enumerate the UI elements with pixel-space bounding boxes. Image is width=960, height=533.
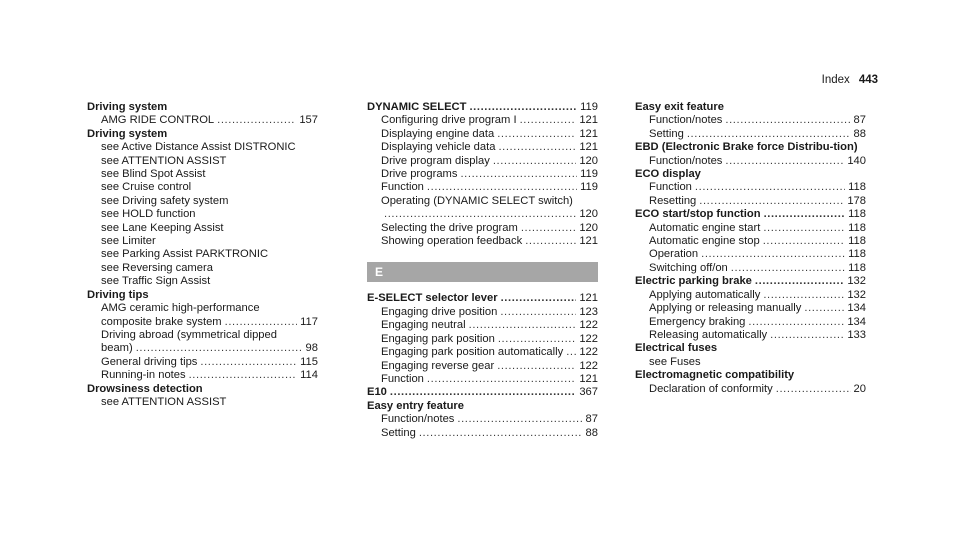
index-subentry[interactable]: Showing operation feedback ..... 121 xyxy=(367,235,598,248)
index-subentry[interactable]: Automatic engine start ..... 118 xyxy=(635,222,866,235)
index-heading[interactable]: EBD (Electronic Brake force Distribu-tion) xyxy=(635,141,858,154)
index-heading[interactable]: Driving system xyxy=(87,101,168,113)
index-subentry[interactable]: Selecting the drive program ..... 120 xyxy=(367,222,598,235)
index-heading[interactable]: DYNAMIC SELECT ..... 119 xyxy=(367,101,598,114)
index-subentry[interactable]: Applying automatically ..... 132 xyxy=(635,289,866,302)
index-heading[interactable]: Driving tips xyxy=(87,288,149,301)
index-subentry[interactable]: Setting ..... 88 xyxy=(635,128,866,141)
index-subentry[interactable]: see Fuses xyxy=(649,355,701,368)
index-subentry[interactable]: Function/notes ..... 87 xyxy=(635,114,866,127)
index-subentry[interactable]: Operating (DYNAMIC SELECT switch) xyxy=(381,194,573,207)
index-subentry[interactable]: Driving abroad (symmetrical dipped xyxy=(101,328,277,341)
index-subentry[interactable]: Function ..... 119 xyxy=(367,181,598,194)
index-heading[interactable]: E10 ..... 367 xyxy=(367,386,598,399)
index-subentry[interactable]: see Limiter xyxy=(101,235,156,248)
index-subentry[interactable]: Operation ..... 118 xyxy=(635,248,866,261)
index-subentry[interactable]: Engaging neutral ..... 122 xyxy=(367,319,598,332)
index-heading[interactable]: Electromagnetic compatibility xyxy=(635,369,795,382)
index-subentry[interactable]: Releasing automatically ..... 133 xyxy=(635,329,866,342)
index-subentry[interactable]: beam) ..... 98 xyxy=(87,342,318,355)
index-subentry[interactable]: see Parking Assist PARKTRONIC xyxy=(101,248,269,261)
index-subentry[interactable]: Emergency braking ..... 134 xyxy=(635,316,866,329)
index-heading[interactable]: Easy exit feature xyxy=(635,101,724,113)
index-heading[interactable]: Electric parking brake ..... 132 xyxy=(635,275,866,288)
index-label: Index xyxy=(821,74,850,86)
index-subentry[interactable]: Resetting ..... 178 xyxy=(635,195,866,208)
index-heading[interactable]: ECO display xyxy=(635,168,701,181)
index-subentry[interactable]: see Traffic Sign Assist xyxy=(101,275,211,288)
letter-section-header: E xyxy=(367,262,598,282)
index-subentry[interactable]: ..... 120 xyxy=(367,208,598,221)
index-subentry[interactable]: Running-in notes ..... 114 xyxy=(87,369,318,382)
index-heading[interactable]: Easy entry feature xyxy=(367,399,465,412)
index-subentry[interactable]: Engaging park position ..... 122 xyxy=(367,333,598,346)
index-subentry[interactable]: Switching off/on ..... 118 xyxy=(635,262,866,275)
index-heading[interactable]: ECO start/stop function ..... 118 xyxy=(635,208,866,221)
index-heading[interactable]: E-SELECT selector lever ..... 121 xyxy=(367,292,598,305)
index-subentry[interactable]: Engaging reverse gear ..... 122 xyxy=(367,360,598,373)
index-subentry[interactable]: Engaging drive position ..... 123 xyxy=(367,306,598,319)
index-heading[interactable]: Drowsiness detection xyxy=(87,382,203,395)
index-column-3 xyxy=(635,101,866,396)
index-subentry[interactable]: Function/notes ..... 140 xyxy=(635,155,866,168)
index-subentry[interactable]: see Cruise control xyxy=(101,181,192,194)
index-subentry[interactable]: Function ..... 118 xyxy=(635,181,866,194)
index-subentry[interactable]: see Driving safety system xyxy=(101,194,229,207)
index-subentry[interactable]: see Lane Keeping Assist xyxy=(101,221,224,234)
index-subentry[interactable]: Engaging park position automatically ..... 122 xyxy=(367,346,598,359)
index-subentry[interactable]: Automatic engine stop ..... 118 xyxy=(635,235,866,248)
index-subentry[interactable]: see ATTENTION ASSIST xyxy=(101,395,227,408)
index-subentry[interactable]: Setting ..... 88 xyxy=(367,427,598,440)
index-subentry[interactable]: see HOLD function xyxy=(101,208,196,221)
index-subentry[interactable]: see Active Distance Assist DISTRONIC xyxy=(101,141,296,154)
index-heading[interactable]: Electrical fuses xyxy=(635,342,718,355)
index-subentry[interactable]: AMG RIDE CONTROL ..... 157 xyxy=(87,114,318,127)
index-subentry[interactable]: Displaying vehicle data ..... 121 xyxy=(367,141,598,154)
index-subentry[interactable]: Function/notes ..... 87 xyxy=(367,413,598,426)
index-subentry[interactable]: Configuring drive program I ..... 121 xyxy=(367,114,598,127)
index-subentry[interactable]: Drive programs ..... 119 xyxy=(367,168,598,181)
index-subentry[interactable]: Displaying engine data ..... 121 xyxy=(367,128,598,141)
page-number: 443 xyxy=(858,74,878,86)
index-subentry[interactable]: composite brake system ..... 117 xyxy=(87,316,318,329)
index-column-2 xyxy=(367,101,598,440)
index-subentry[interactable]: see Reversing camera xyxy=(101,261,213,274)
index-subentry[interactable]: Function ..... 121 xyxy=(367,373,598,386)
index-subentry[interactable]: General driving tips ..... 115 xyxy=(87,356,318,369)
page-header xyxy=(822,74,878,87)
index-heading[interactable]: Driving system xyxy=(87,127,168,140)
index-column-1 xyxy=(87,101,318,409)
index-subentry[interactable]: Declaration of conformity ..... 20 xyxy=(635,383,866,396)
index-subentry[interactable]: see ATTENTION ASSIST xyxy=(101,154,227,167)
index-subentry[interactable]: AMG ceramic high-performance xyxy=(101,302,260,315)
index-subentry[interactable]: see Blind Spot Assist xyxy=(101,168,206,181)
index-subentry[interactable]: Applying or releasing manually ..... 134 xyxy=(635,302,866,315)
index-subentry[interactable]: Drive program display ..... 120 xyxy=(367,155,598,168)
